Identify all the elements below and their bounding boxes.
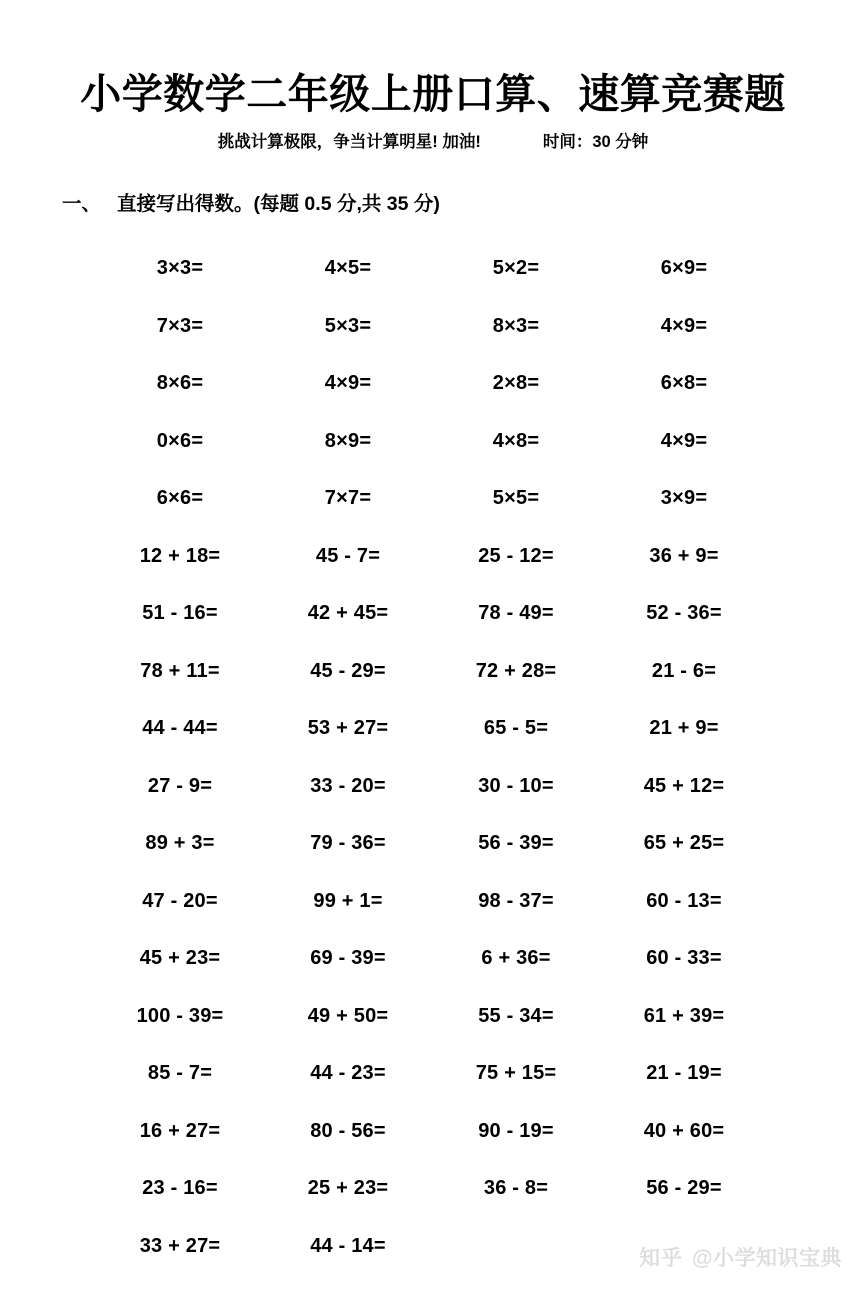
watermark-brand: 知乎 [639,1247,684,1270]
problem-row [96,240,768,298]
problem-cell[interactable]: 25 + 23= [307,1177,389,1200]
problem-cell[interactable]: 3×3= [156,257,204,280]
problem-cell[interactable]: 8×9= [324,429,372,452]
problem-row [96,1160,768,1218]
problem-cell[interactable]: 89 + 3= [145,832,215,855]
problem-cell[interactable]: 90 - 19= [478,1119,554,1142]
problem-row [96,1045,768,1103]
problem-cell[interactable]: 69 - 39= [310,947,386,970]
problem-cell[interactable]: 30 - 10= [478,774,554,797]
subtitle-row [0,128,866,152]
problem-cell[interactable]: 65 + 25= [643,832,725,855]
section-heading [62,188,440,216]
watermark-handle: @小学知识宝典 [692,1247,842,1270]
problem-cell[interactable]: 6×6= [156,487,204,510]
problem-cell[interactable]: 4×9= [324,372,372,395]
problem-cell[interactable]: 56 - 39= [478,832,554,855]
problem-cell[interactable]: 53 + 27= [307,717,389,740]
problem-row [96,815,768,873]
problem-cell[interactable]: 85 - 7= [147,1062,213,1085]
problem-row [96,643,768,701]
problem-cell[interactable]: 79 - 36= [310,832,386,855]
problem-cell[interactable]: 99 + 1= [313,889,383,912]
problem-cell[interactable]: 7×3= [156,314,204,337]
problem-cell[interactable]: 21 - 6= [651,659,717,682]
problem-cell[interactable]: 65 - 5= [483,717,549,740]
section-number: 一、 [62,193,102,215]
subtitle-time-limit: 时间：30 分钟 [542,133,649,151]
problem-cell[interactable]: 44 - 44= [142,717,218,740]
problem-row [96,355,768,413]
problem-cell[interactable]: 4×5= [324,257,372,280]
problem-cell[interactable]: 5×5= [492,487,540,510]
problem-cell[interactable]: 55 - 34= [478,1004,554,1027]
problem-cell[interactable]: 33 + 27= [139,1234,221,1257]
problem-cell[interactable]: 12 + 18= [139,544,221,567]
problem-cell[interactable]: 4×8= [492,429,540,452]
problem-cell[interactable]: 36 - 8= [483,1177,549,1200]
problem-cell[interactable]: 3×9= [660,487,708,510]
watermark [639,1242,842,1272]
problem-row [96,528,768,586]
problem-cell[interactable]: 2×8= [492,372,540,395]
subtitle-slogan: 挑战计算极限，争当计算明星! 加油! [217,133,481,151]
problem-cell[interactable]: 60 - 33= [646,947,722,970]
problem-cell[interactable]: 45 + 23= [139,947,221,970]
problem-cell[interactable]: 23 - 16= [142,1177,218,1200]
problem-cell[interactable]: 8×6= [156,372,204,395]
problem-row [96,988,768,1046]
problem-cell[interactable]: 5×2= [492,257,540,280]
problem-row [96,585,768,643]
problem-cell[interactable]: 98 - 37= [478,889,554,912]
problem-cell[interactable]: 6×8= [660,372,708,395]
problem-cell[interactable]: 100 - 39= [136,1004,224,1027]
problem-cell[interactable]: 72 + 28= [475,659,557,682]
problem-cell[interactable]: 78 - 49= [478,602,554,625]
problem-cell[interactable]: 51 - 16= [142,602,218,625]
problem-cell[interactable]: 0×6= [156,429,204,452]
problem-cell[interactable]: 45 - 7= [315,544,381,567]
problem-cell[interactable]: 44 - 23= [310,1062,386,1085]
problem-cell[interactable]: 44 - 14= [310,1234,386,1257]
problem-cell[interactable]: 52 - 36= [646,602,722,625]
problem-row [96,700,768,758]
problem-row [96,873,768,931]
problem-cell[interactable]: 75 + 15= [475,1062,557,1085]
problem-cell[interactable]: 45 - 29= [310,659,386,682]
problem-cell[interactable]: 36 + 9= [649,544,719,567]
problem-row [96,930,768,988]
problem-cell[interactable]: 21 + 9= [649,717,719,740]
problem-grid [96,240,768,1275]
problem-cell[interactable]: 40 + 60= [643,1119,725,1142]
problem-cell[interactable]: 8×3= [492,314,540,337]
problem-cell[interactable]: 16 + 27= [139,1119,221,1142]
problem-cell[interactable]: 33 - 20= [310,774,386,797]
problem-cell[interactable]: 21 - 19= [646,1062,722,1085]
problem-cell[interactable]: 6×9= [660,257,708,280]
problem-row [96,1103,768,1161]
problem-cell[interactable]: 47 - 20= [142,889,218,912]
section-heading-text: 直接写出得数。(每题 0.5 分,共 35 分) [117,193,440,215]
problem-cell[interactable]: 6 + 36= [481,947,551,970]
problem-cell[interactable]: 45 + 12= [643,774,725,797]
problem-cell[interactable]: 4×9= [660,314,708,337]
problem-row [96,298,768,356]
problem-cell[interactable]: 61 + 39= [643,1004,725,1027]
problem-cell[interactable]: 78 + 11= [140,659,220,682]
problem-cell[interactable]: 4×9= [660,429,708,452]
problem-cell[interactable]: 25 - 12= [478,544,554,567]
problem-row [96,758,768,816]
problem-cell[interactable]: 7×7= [324,487,372,510]
problem-cell[interactable]: 5×3= [324,314,372,337]
problem-cell[interactable]: 80 - 56= [310,1119,386,1142]
problem-cell[interactable]: 49 + 50= [307,1004,389,1027]
problem-cell[interactable]: 27 - 9= [147,774,213,797]
problem-row [96,470,768,528]
problem-cell[interactable]: 42 + 45= [307,602,389,625]
problem-cell[interactable]: 56 - 29= [646,1177,722,1200]
problem-row [96,413,768,471]
problem-cell[interactable]: 60 - 13= [646,889,722,912]
page-title: 小学数学二年级上册口算、速算竞赛题 [80,71,786,118]
